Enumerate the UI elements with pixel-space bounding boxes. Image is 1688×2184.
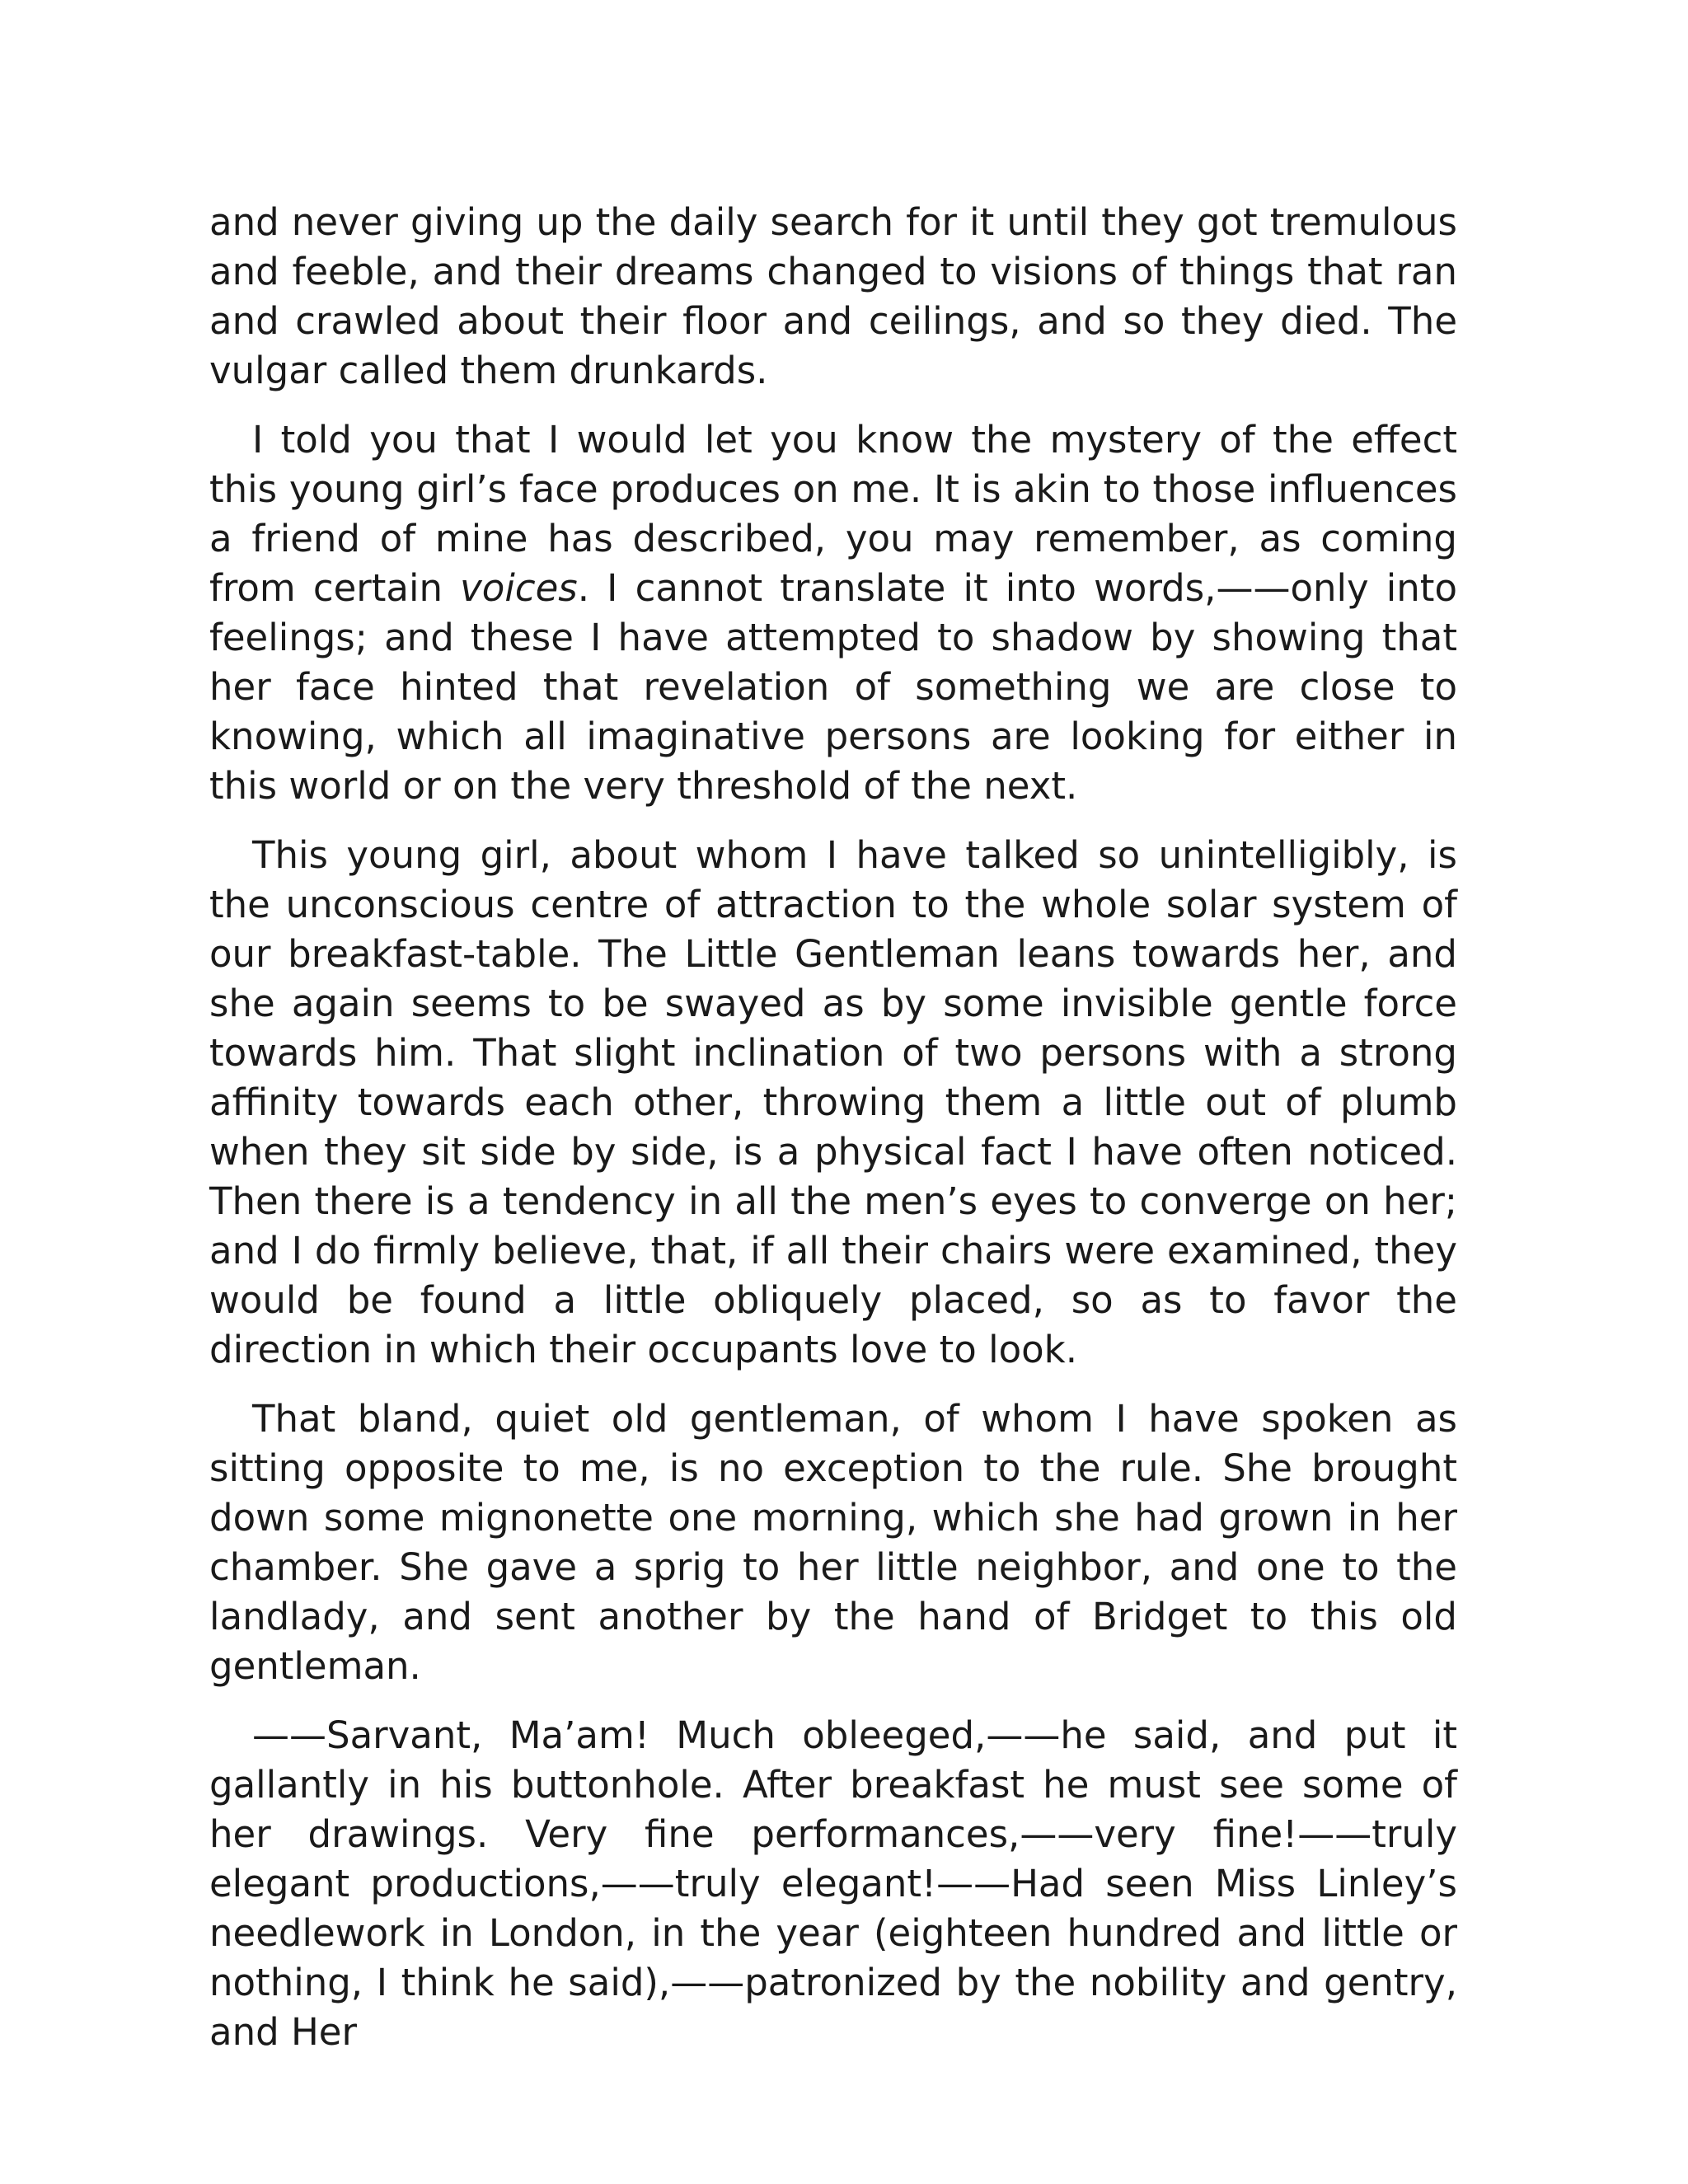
paragraph-text: ——Sarvant, Ma’am! Much obleeged,——he said, and put it gallantly in his buttonhole. After breakfast he must see some of her drawings. Very fine performances,——very fine!——truly elegant productions,——truly elegant!——Had seen Miss Linley’s needlework in London, in the year (eighteen hundred and little or nothing, I think he said),——patronized by the nobility and gentry, and Her bbox=[209, 1713, 1457, 2054]
paragraph-text: This young girl, about whom I have talked so unintelligibly, is the unconscious centre of attraction to the whole solar system of our breakfast-table. The Little Gentleman leans towards her, and she again seems to be swayed as by some invisible gentle force towards him. That slight inclination of two persons with a strong affinity towards each other, throwing them a little out of plumb when they sit side by side, is a physical fact I have often noticed. Then there is a tendency in all the men’s eyes to converge on her; and I do firmly believe, that, if all their chairs were examined, they would be found a little obliquely placed, so as to favor the direction in which their occupants love to look. bbox=[209, 833, 1457, 1371]
paragraph bbox=[209, 1394, 1457, 1691]
paragraph bbox=[209, 415, 1457, 811]
paragraph-text: and never giving up the daily search for it until they got tremulous and feeble, and their dreams changed to visions of things that ran and crawled about their floor and ceilings, and so they died. The vulgar called them drunkards. bbox=[209, 200, 1457, 392]
page-text bbox=[209, 198, 1457, 2077]
paragraph bbox=[209, 831, 1457, 1375]
paragraph bbox=[209, 1711, 1457, 2057]
paragraph-text: That bland, quiet old gentleman, of whom I have spoken as sitting opposite to me, is no exception to the rule. She brought down some mignonette one morning, which she had grown in her chamber. She gave a sprig to her little neighbor, and one to the landlady, and sent another by the hand of Bridget to this old gentleman. bbox=[209, 1397, 1457, 1688]
paragraph-text: I told you that I would let you know the mystery of the effect this young girl’s face produces on me. It is akin to those influences a friend of mine has described, you may remember, as coming from certain bbox=[209, 418, 1457, 610]
paragraph-text: . I cannot translate it into words,——only into feelings; and these I have attempted to shadow by showing that her face hinted that revelation of something we are close to knowing, which all imaginative persons are looking for either in this world or on the very threshold of the next. bbox=[209, 566, 1457, 808]
paragraph bbox=[209, 198, 1457, 396]
italic-word: voices bbox=[460, 566, 578, 610]
